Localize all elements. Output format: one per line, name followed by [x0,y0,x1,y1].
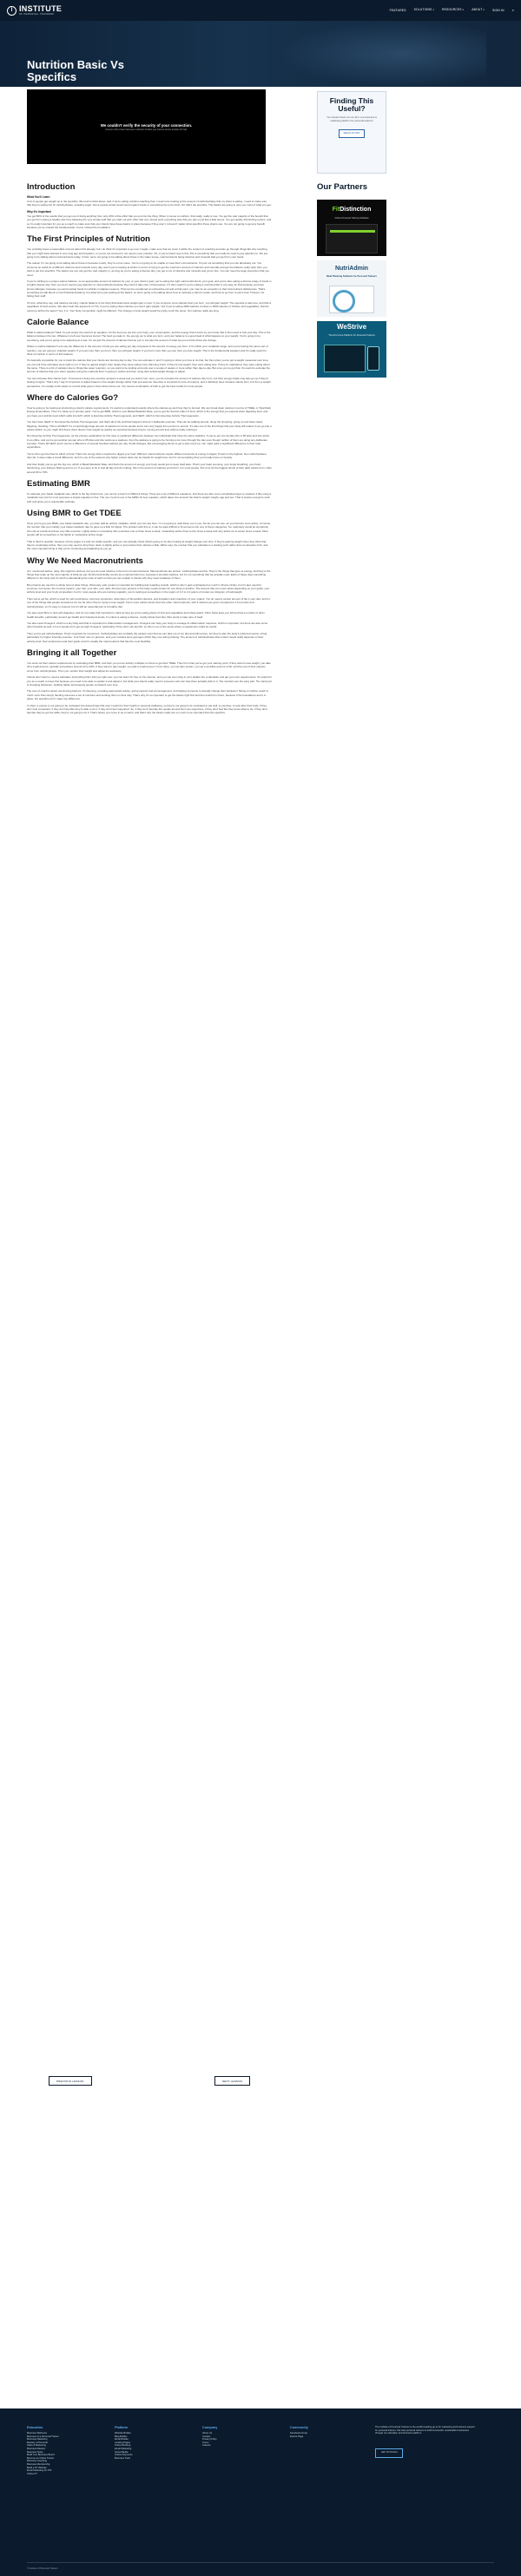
paragraph: If we're going to be looking at structuring a client's calorie requirements, it's useful to understand exactly where the calories go and how they're burned. We can break down calories in terms of TDEE, or Total Daily Energy Expenditure. Then it's made up of primary parts. You've got BMR, which is your Basal Metabolic Rate, you've got the thermic effect of food, which is the energy that you expend when digesting food, and you have your activity level which splits into EAT, which is Exercise Activity Thermogenesis, and NEAT, which is Non Exercise Activity Thermogenesis. [27,406,271,417]
nav-item-label: RESOURCES [441,8,462,12]
previous-lesson-button[interactable]: PREVIOUS LESSON [49,2076,92,2086]
footer-link[interactable]: Email Marketing for PTs [27,2469,52,2473]
video-player[interactable] [27,89,266,164]
footer-link[interactable]: Social Media [115,2450,129,2454]
footer-link[interactable]: Build Your Business Brand [27,2454,55,2457]
paragraph: You then have NEAT or Non Exercise Activity Thermogenesis, and that's all of the stuff that happens that isn't deliberate exercise. That can be walking around, doing the shopping, going up and down stairs, fidgeting, standing. This is all NEAT. It's a surprisingly large amount of calories for some people and it can vary hugely from person to person. It's also one of the first things that your body will reduce if you go into a calorie deficit, so you might find that a client doesn't lose weight as quickly as expected because they're moving around less without really noticing it. [27,420,272,431]
partner-name: WeStrive [336,323,367,331]
hero-banner [0,21,521,87]
section-heading-calorie-balance: Calorie Balance [27,317,89,327]
footer-link[interactable]: Privacy Policy [202,2438,217,2441]
partner-name: NutriAdmin [334,266,369,272]
partner-banner-nutriadmin[interactable] [317,260,386,317]
footer-link[interactable]: Build a PT Website [27,2466,47,2469]
footer-link[interactable]: Website Builder [115,2432,131,2435]
footer-link[interactable]: Business Setup [27,2450,43,2454]
footer-link[interactable]: Landing Pages [115,2441,130,2444]
footer-link[interactable]: Business Marketing [27,2438,48,2441]
video-error-subtitle: Access to this content has been restricted. Contact your internet service provider for help. [105,128,188,131]
footer-link[interactable]: Contact [202,2435,211,2438]
paragraph: And then finally you've got the big one, which is Basal Metabolic Rate, and that's the amount of energy your body needs just to keep itself alive. That's your heart pumping, your lungs breathing, your brain functioning, your kidneys filtering and so on. If you were to lie in bed all day and do nothing, this is the amount of calories you'd burn. For most people, this is by far the biggest chunk of their daily calorie burn, often around 60 to 70%. [27,462,272,474]
footer-about [375,2426,475,2458]
site-logo[interactable] [7,5,62,16]
paragraph: Then you've got carbohydrates. That's important for movement. Carbohydrates are probably the easiest ones that we can take out of our diet and still survive, but they're also the body's preferred source of fuel, particularly for higher intensity exercise. Your brain runs on glucose, and your muscles store glycogen which they use during training. The amount of carbohydrates that a client needs really depends on their activity level, their preferences and their goals, and it's usually the macronutrient that has the most flexibility. [27,631,268,643]
footer-link[interactable]: Business Coaching [27,2460,48,2463]
footer-link[interactable]: Careers [202,2444,211,2448]
nav-item-label: SIGN IN [492,8,505,12]
paragraph: Clients don't want or need a calculator. Everything that I told you right now, you can learn for free on the internet, and you can even plug in your details into a calculator and get your own requirements. It's useful for you as a coach to know this because you need to be able to explain it and adjust it, but what your clients really need is someone who can help them actually stick to it. The numbers are the easy part. The hard part is changing behaviour, building habits and keeping people consistent over time. [27,675,272,687]
promo-title: Finding This Useful? [329,96,374,113]
footer-about-text: The Institute of Personal Trainers is the world's leading go-to for marketing and business support for personal trainers. We help personal trainers to build successful, sustainable businesses through our education and business platform. [375,2426,475,2435]
paragraph: Once you've got your BMR, your basal metabolic rate, you then add an activity multiplier, which you can see here. I'm not going to read these out to you, but as you can see, as you become more active, of course the number that you multiply your basal metabolic rate by goes up a little bit higher. The problem with this is, it can be quite difficult to fit someone into one of these categories. So, sedentary would be somebody who sits at a desk and does very little exercise. Lightly active is somebody who exercises one to three times a week, moderately active three to five times a week and very active six to seven times a week. Most people will sit somewhere in the lightly to moderately active range. [27,521,271,536]
paragraph: The reason I'm not going to be talking about those is because mostly, they're not an issue. You're not going to be unable to meet their micronutrients. It's just not something that you can absolutely not. You consume an awful lot of different vitamins and minerals every day, and if you're looking at what's in terms of trying to get the maximum amount of vitamins and minerals and get the balance really right, then you start to get into specifics. The basics are you can get the vast majority in, as long as you're eating a diverse diet, you get a mix of vitamins and minerals and you're fine. You can meet the large proportion that you need. [27,261,269,277]
footer-link[interactable]: Business Webinars [27,2432,47,2435]
footer-column-platform [115,2426,132,2460]
logo-tagline: OF PERSONAL TRAINERS [19,13,55,16]
footer-link[interactable]: Sales & Marketing [27,2444,46,2448]
app-screenshot [324,345,366,372]
paragraph: To estimate your basal metabolic rate, which is the big chunk here, you can do a bunch of different things. There are a lot of different equations, and there are also more complicated ways to measure it like using a metabolic cart, but for most purposes a simple equation is fine. The one I tend to use is the Mifflin-St Jeor equation, which takes into account the client's weight, height, age and sex. That is simple enough to work with and gives you a reasonable estimate. [27,491,272,503]
promo-text: You should check out our all in one business & marketing platform for personal trainers! [326,115,377,122]
partner-banner-westrive[interactable] [317,321,386,378]
paragraph: It's true, what they say, and calories are king. Calorie balance is the thing that determines weight gain or loss. If you consume more calories than you burn, you will gain weight. The opposite is also true, and that is regardless of food source. We often hear this argument of "Oh, if you're eating clean calories you won't gain weight," but if you're eating 3000 calories of clean or 3000 calories of chicken and vegetables, that the outcome will be the same? Yes, it is. Your body composition might be different. The change in body weight would be pretty much the same. Our calories really are king. [27,300,272,312]
paragraph: Then we've got fat, which is used for cell membranes, hormone production, absorption of fat-soluble vitamins, and insulation and protection of your organs. You do need a certain amount of fat in your diet, and it's one of the things that people sometimes cut too far when they're trying to lose weight. Fat is more calorie dense than the other macronutrients, with 9 calories per gram compared to 4 for protein and carbohydrates, so it's easy to overeat, but it's still an essential part of a healthy diet. [27,596,270,608]
section-heading-bringing-it-all-together: Bringing it all Together [27,647,117,658]
video-error-title: We couldn't verify the security of your connection. [100,122,193,128]
section-heading-using-bmr-to-get-tdee: Using BMR to Get TDEE [27,508,122,518]
section-heading-introduction: Introduction [27,182,76,192]
footer-link[interactable]: Email Marketing [115,2447,132,2450]
footer-link[interactable]: About Us [202,2432,213,2435]
section-heading-where-do-calories-go: Where do Calories Go? [27,393,119,403]
footer-link[interactable]: Online Payments [115,2454,133,2457]
nav-item-features[interactable] [390,9,406,13]
nav-item-label: FEATURES [389,8,406,12]
nav-item-sign-in[interactable] [492,9,505,13]
paragraph: Where is calorie balance? Let's say the difference in the amount of food you are eating per day compared to the amount of energy you burn. If it's within your metabolic range, and you're having the same sort of reaction, you are going to maintain weight. If you eat more than you burn, then you will gain weight. If you burn more than you eat, then you lose weight. This is the fundamental equation and it's really useful to think of nutrition in terms of this balance. [27,345,268,356]
paragraph: You've then got the thermic effect of food. That's the energy that is required to digest your food. Different macronutrients require different amounts of energy to digest. Protein is the highest, then carbohydrates, then fat. It does make a small difference, and it's one of the reasons why higher protein diets can be helpful for weight loss, but it's not something that you'd really focus on heavily. [27,452,267,460]
footer-link[interactable]: Online Booking [115,2444,131,2448]
footer-link[interactable]: Email Builder [115,2438,129,2441]
paragraph: You can increase their calorie burn. If someone's doing two exercise sessions a week and you add in two more, you do increase the amount of calories they burn, but their energy intake may also go up if they're feeling hungrier. That's why I say it's important to adjust based on the weight change rather than just assume. Exercise is important for lots of reasons, and it definitely does increase calorie burn, but from a weight perspective, it's usually much easier to control what goes in than what comes out. You need a combination of both to get the best results for most people. [27,376,271,388]
paragraph: A lot of people get caught up in the specifics. We tend to think about, well, if we're eating nutrition coaching then I need to be looking at the amount of carbohydrates that my client is eating. I need to make sure that they're eating low GI carbohydrates, avoiding sugar. Some people would recommend organic foods or everything has to be fresh, but that's the specifics. The basics are going to give you most of what you get. [27,200,272,207]
subheading: What You'll Learn [27,195,50,199]
footer-column-heading: Platform [115,2426,129,2429]
partner-tagline: The All-in-One Platform for Personal Trainers [328,334,375,337]
paragraph: In short, a person is not going to be motivated into doing things that aren't useful for their health or personal wellbeing, so they're not going to be motivated to eat well, to exercise, to look after their body, if they don't feel competent, if they don't feel like they're able to do it, if they don't feel supported. So, if they don't feel like the people around them are supportive, if they don't feel like they know what to do, if they don't feel like they've got the skills, they're not going to do it. That's where you come in as a coach, and that's why the basics really are so much more important than the specifics. [27,703,268,715]
footer-link[interactable]: Blog Builder [115,2435,128,2438]
partner-tagline: Online Personal Training Software [334,217,369,220]
main-nav [390,8,514,13]
chevron-down-icon: ▾ [483,9,485,12]
footer-column-heading: Company [202,2426,218,2429]
paragraph: You probably know a reasonable amount about this already, but I do think it's important to go over it again, make sure that we cover it within the context of coaching and also go through things like why anything that you might have learned is very long ago and forgotten, or you've not covered or not used in your practice. Oh, if you're brand new to this, this is something that you really do need to pay attention to. We are going to be talking about macronutrients today. In fact, we're not going to be talking about those in the wider sense, macronutrients being vitamins and minerals that you get from your foods. [27,247,268,259]
paragraph: You work out their calorie requirements by estimating their BMR, and then you put an activity multiplier on there to get their TDEE. Then from that you've got your starting point. If they want to lose weight, you take off a small amount, typically somewhere around 10 to 20%. If they want to gain weight, you add a small amount. From there, you set their protein, you set a sensible amount of fat, and the rest of their calories come from carbohydrates. Then you monitor their weight and adjust as necessary. [27,660,271,673]
chevron-down-icon: ▾ [462,9,465,12]
paragraph: It's basically impossible for you to track the calories that your clients are burning day to day. You can estimate it, and I'm going to show you how to do that, but then when you've got a weight measured over time, you can tell if the estimates were right or not. If they've gained weight, then clearly they were eating more than they burnt. If they've lost weight, they were eating less. If they've maintained, they were eating about the same. There is a bit of variation due to things like water retention, so you want to be looking at trends over a couple of weeks or more rather than day-to-day. But once you've got that, it's useful to estimate the amount of calories that your client requires using the methods that I'm going to outline and then using their actual weight change to adjust. [27,358,271,374]
lesson-pagination [27,2076,272,2086]
footer-link[interactable]: Business Mastery [27,2447,46,2450]
page-title: Nutrition Basic Vs Specifics [27,58,124,83]
phone-mockup [367,346,379,371]
nav-item-solutions[interactable] [414,8,434,13]
footer-link[interactable]: Mastery of Personal [27,2441,48,2444]
paragraph: What is calorie balance? Well, it's just simply the result of an equation. It's the food you put into your body, your consumption, and the energy that is burnt by your body that is then used to fuel your day. This is the balance between the two. Whatever is left over becomes stored. The food you take in, the energy out is what you burn, and your balance is a good deal of what happens to your weight. You're going to be exercising, and you're going to be adjusting at a rate. It's not just the amount of calories that we put in, but also the amount of what we put out that drives the change. [27,330,271,342]
get-in-touch-button[interactable]: GET IN TOUCH [375,2448,403,2459]
footer-link[interactable]: Business Tools [115,2456,130,2460]
paragraph: But proteins are used for a whole host of other things. Obviously, well, protein is important for building and repairing muscle, which is why it gets emphasised so much in fitness circles, but it's also used for enzymes, hormones, the immune system, your hair, your skin, your nails. Almost every process in the body needs protein for one thing or another. The amount that you need varies depending on your goals, your activity level and your body composition, but for most people who are training regularly, you're looking at somewhere in the region of 1.6 to 2.2 grams of protein per kilogram of bodyweight. [27,582,270,595]
section-heading-estimating-bmr: Estimating BMR [27,478,90,489]
app-screenshot [326,224,378,253]
footer-column-heading: Community [290,2426,308,2429]
promo-card [317,91,386,174]
paragraph: That is hard to quantify, because of how vague it is and not totally specific, and you can actually check what's going on by then looking at weight change over time. If they're gaining weight when they think that they're moderately active, then you may need to drop them down to lightly active or just reduce their calories a little. Either way, the number that you calculate is a starting point rather than an absolute truth, and the most important thing is that you're monitoring and adjusting as you go. [27,539,268,551]
footer-link[interactable]: Business Membership [27,2462,50,2466]
footer-link[interactable]: Become an Online Trainer [27,2456,55,2460]
next-lesson-button[interactable]: NEXT LESSON [214,2076,250,2086]
footer-column-company [202,2426,217,2448]
footer-link[interactable]: Facebook Group [290,2432,308,2435]
logo-mark-icon: I [7,6,16,16]
subheading: Why it's Important [27,209,51,214]
nav-item-label: ABOUT [472,8,483,12]
footer-link[interactable]: Business of a Personal Trainer [27,2435,59,2438]
paragraph: As I mentioned before, okay, this might be obvious, but you do need calories in the form of macronutrients. Macronutrients are protein, carbohydrates and fat. They're the things that give us energy, and they're the things that make up the vast majority of what we eat. Alcohol technically counts as a macronutrient too, because it provides calories, but it's not something that we actually need. Each of these does something different in the body and it's worth understanding the roles of each so that you can explain to clients why they need a balance of them. [27,568,271,581]
logo-name: INSTITUTE [19,4,63,13]
partners-heading: Our Partners [317,182,368,192]
site-footer [0,2408,521,2576]
app-screenshot [329,286,374,313]
nav-item-label: SOLUTIONS [413,8,432,12]
footer-column-education [27,2426,59,2475]
chevron-down-icon: ▾ [432,9,434,12]
paragraph: If you're sticking to a proper calorie balance, so an appropriate amount of calories for your or your client's goal, you're eating the right macronutrients for your goal, and you're also eating a diverse range of foods in a highly diverse diet, then you don't need to pay attention to micronutrients because they kind of take care of themselves. It's then useful if you're eating a restricted diet in any way, be that because you have known allergies, because you avoid certain foods for ethical or religious reasons. That can be considered an exhaustive job and at that point, you may be an exception to that micronutrient deficiencies. That's something we talk about on the Practical Academy, but what we're just looking at the basics, so we're going to be talking about how to estimate a client's needs, and how to go from to eat it even if they're not hitting their stuff. [27,279,272,299]
footer-divider [27,2562,494,2563]
copyright: © Institute of Personal Trainers [27,2567,58,2570]
partner-banner-fitdistinction[interactable] [317,200,386,256]
see-in-action-button[interactable]: SEE IN ACTION [339,129,366,139]
paragraph: The cost of coach is about overcoming barriers. It's listening, providing appropriate advice, giving support and encouragement, and helping someone to actually change their behaviour. Being a nutrition coach is much more than simply handing someone a set of numbers and sending them on their way. That's why it's so important to get the basics right first and then build from there, because if the foundations aren't in place, the specifics won't make any difference. [27,689,268,701]
top-navigation-bar [0,0,521,21]
paragraph: You also need Omega-3, which is a key fatty acid that is important for inflammation management. Omega-3 can help your body to manage its inflammation response, which is important, but there are also some other benefits as well. A lot of people don't get enough Omega-3, particularly if they don't eat oily fish, so this is one of the areas where a supplement might be useful. [27,621,268,629]
article-body [27,177,272,718]
footer-column-heading: Education [27,2426,43,2429]
section-heading-why-we-need-macronutrients: Why We Need Macronutrients [27,555,143,566]
footer-column-community [290,2426,308,2438]
paragraph: Non Exercise Activity Thermogenesis, as the primary explanation for this case is explained difference between two individuals that have the same statistics. If you've got one female who is 65 kilos and she works in an office, and you've got another woman who is 65 kilos and she works as a waitress, then the waitress is going to be burning a lot more through the day even though neither of them are doing any deliberate exercise. That's all NEAT, and it can be a difference of several hundred calories per day. Small changes, like encouraging clients to get a step count up, can make quite a significant difference to their total expenditure. [27,434,270,450]
section-heading-the-first-principles-of-nutrition: The First Principles of Nutrition [27,234,150,245]
partner-tagline: Meal Planning Software for Personal Trainers [326,275,377,278]
footer-link[interactable]: Online PT [27,2472,37,2475]
paragraph: You also need fibre to help with digestion, and it's not really that important to track as long as you're eating plenty of fruit and vegetables and whole grains. Fibre helps keep you full and has a number of other health benefits, particularly around gut health and cholesterol levels. If a client is eating a diverse, mostly whole food diet, fibre tends to take care of itself. [27,611,265,619]
nav-item-about[interactable] [472,8,485,13]
paragraph: You get 80% of the results that you get out of doing anything from only 20% of the effort that you put into the thing. When it comes to nutrition, that really, really is true. You get the vast majority of the benefit that you get from eating a healthy diet from following the very simple stuff that you start out with. After that very simple stuff, everything else that you pile in just like a little bonus. You get rapidly diminishing returns, and so it's really important for you as a coach to make sure that your clients have these basics in place because if they aren't, it doesn't matter what specifics those clients use. You are not going to get any benefit because you've missed the fundamentals. You've missed the foundation. [27,214,272,229]
search-icon[interactable]: ⌕ [511,7,514,12]
footer-link[interactable]: Terms [202,2441,209,2444]
footer-link[interactable]: Events Page [290,2435,304,2438]
nav-item-resources[interactable] [442,8,464,13]
partner-name: FitDistinction [332,207,372,213]
